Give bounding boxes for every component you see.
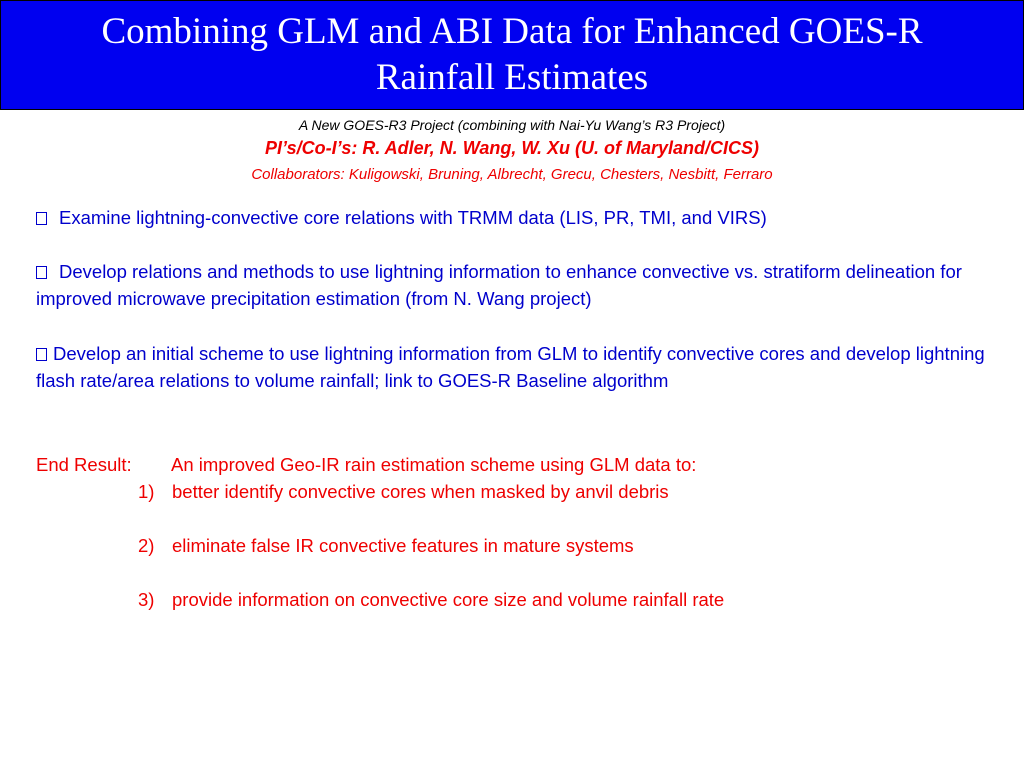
square-bullet-icon [36,212,47,225]
title-line-1: Combining GLM and ABI Data for Enhanced GOES-R [101,11,923,52]
bullet-item [36,204,996,231]
square-bullet-icon [36,348,47,361]
title-line-2: Rainfall Estimates [375,57,649,98]
bullet-item [36,340,996,394]
result-item-text: better identify convective cores when masked by anvil debris [172,481,669,502]
result-item-number: 3) [138,589,155,610]
result-item-number: 1) [138,481,155,502]
square-bullet-icon [36,266,47,279]
slide-title [52,9,972,101]
end-result-text: An improved Geo-IR rain estimation scheme using GLM data to: [171,454,697,475]
bullet-text: Develop relations and methods to use lightning information to enhance convective vs. stratiform delineation for improved microwave precipitation estimation (from N. Wang project) [36,261,962,309]
project-description: A New GOES-R3 Project (combining with Nai-Yu Wang’s R3 Project) [298,117,726,133]
end-result-label: End Result: [36,454,132,475]
result-item [138,532,634,559]
result-item [138,478,669,505]
title-banner [0,0,1024,110]
result-item-text: provide information on convective core size and volume rainfall rate [172,589,725,610]
result-item [138,586,724,613]
result-item-number: 2) [138,535,155,556]
end-result [36,451,696,478]
bullet-text: Develop an initial scheme to use lightning information from GLM to identify convective cores and develop lightning flash rate/area relations to volume rainfall; link to GOES-R Baseline algorithm [36,343,985,391]
collaborators: Collaborators: Kuligowski, Bruning, Albrecht, Grecu, Chesters, Nesbitt, Ferraro [251,166,773,183]
principal-investigators: PI’s/Co-I’s: R. Adler, N. Wang, W. Xu (U. of Maryland/CICS) [264,138,760,158]
bullet-item [36,258,996,312]
bullet-text: Examine lightning-convective core relations with TRMM data (LIS, PR, TMI, and VIRS) [59,207,767,228]
result-item-text: eliminate false IR convective features in mature systems [172,535,634,556]
